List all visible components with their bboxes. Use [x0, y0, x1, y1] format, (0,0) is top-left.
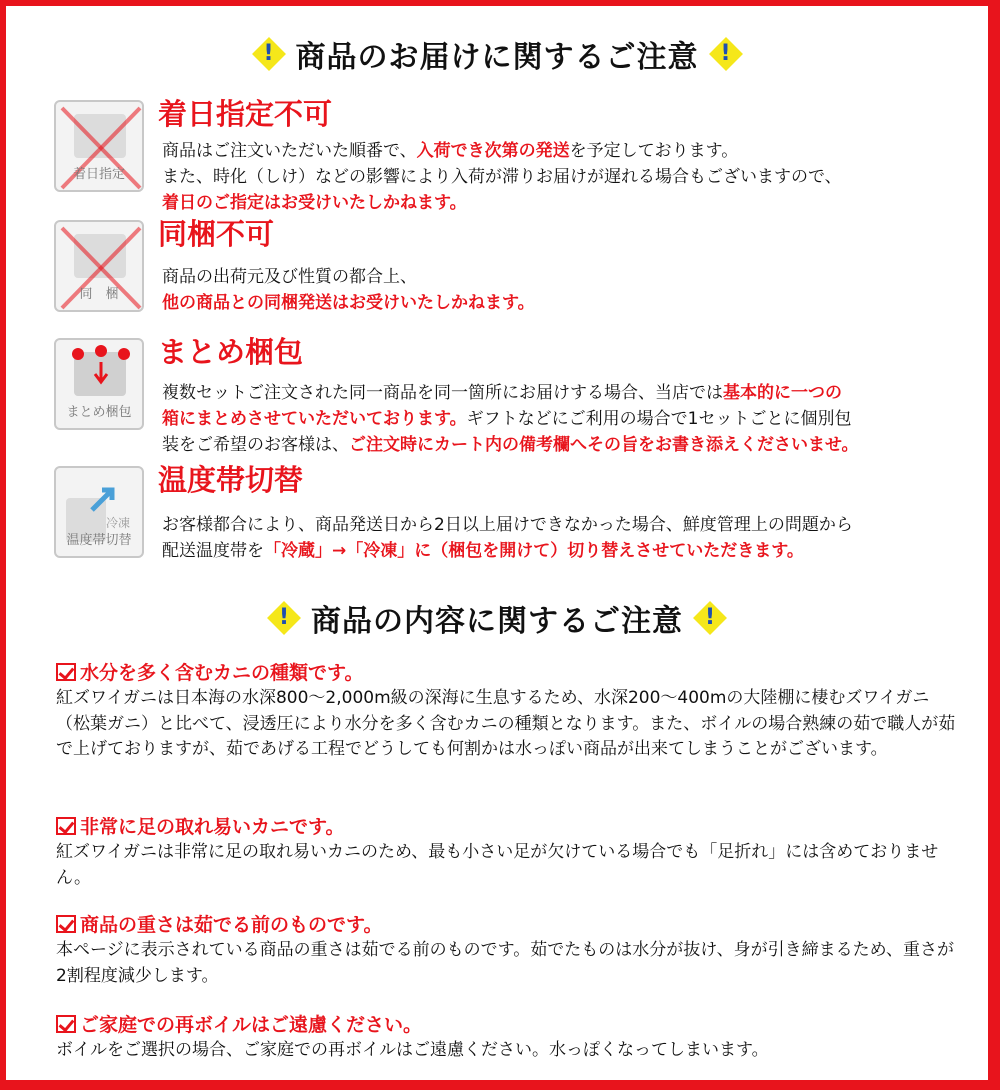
- delivery-notice-header: [6, 32, 988, 76]
- delivery-notice-title: 商品のお届けに関するご注意: [295, 40, 699, 75]
- notice-line: [162, 164, 842, 190]
- notice-body: [162, 138, 842, 216]
- no-date-icon: [54, 100, 144, 192]
- notice-body: [162, 380, 859, 458]
- emphasis-text: 着日のご指定はお受けいたしかねます。: [162, 193, 467, 213]
- check-icon: [56, 817, 76, 835]
- body-text: 商品はご注文いただいた順番で、: [162, 141, 417, 161]
- emphasis-text: 他の商品との同梱発送はお受けいたしかねます。: [162, 293, 535, 313]
- icon-caption: まとめ梱包: [66, 405, 132, 420]
- notice-frame: [6, 6, 988, 1080]
- icon-caption: 同 梱: [79, 287, 119, 302]
- body-text: 配送温度帯を: [162, 541, 264, 561]
- content-notice-header: [6, 596, 988, 640]
- emphasis-text: 入荷でき次第の発送: [416, 141, 570, 161]
- notice-title: 着日指定不可: [158, 97, 333, 131]
- body-text: 複数セットご注文された同一商品を同一箇所にお届けする場合、当店では: [162, 383, 723, 403]
- notice-line: [162, 406, 859, 432]
- check-icon: [56, 663, 76, 681]
- notice-title: 温度帯切替: [158, 463, 304, 497]
- icon-caption: 着日指定: [72, 167, 125, 182]
- notice-line: [162, 512, 853, 538]
- section-heading: ご家庭での再ボイルはご遠慮ください。: [80, 1014, 423, 1036]
- notice-line: [162, 432, 859, 458]
- emphasis-text: 「冷蔵」→「冷凍」に（梱包を開けて）切り替えさせていただきます。: [264, 541, 804, 561]
- warning-icon: !: [267, 601, 301, 635]
- notice-line: [162, 538, 853, 564]
- section-heading: 商品の重さは茹でる前のものです。: [80, 914, 383, 936]
- bundle-pack-icon: [54, 338, 144, 430]
- check-icon: [56, 915, 76, 933]
- check-icon: [56, 1015, 76, 1033]
- icon-caption: 温度帯切替: [66, 533, 132, 548]
- emphasis-text: ご注文時にカート内の備考欄へその旨をお書き添えくださいませ。: [349, 435, 859, 455]
- section-heading: 非常に足の取れ易いカニです。: [80, 816, 345, 838]
- section-text: 紅ズワイガニは日本海の水深800～2,000m級の深海に生息するため、水深200～400mの大陸棚に棲むズワイガニ（松葉ガニ）と比べて、浸透圧により水分を多く含むカニの種類となります。また、ボイルの場合熟練の茹で職人が茹で上げておりますが、茹であげる工程でどうしても何割かは水っぽい商品が出来てしまうことがございます。: [56, 688, 956, 759]
- notice-title: まとめ梱包: [158, 335, 304, 369]
- section-text: 紅ズワイガニは非常に足の取れ易いカニのため、最も小さい足が欠けている場合でも「足折れ」には含めておりません。: [56, 842, 939, 888]
- notice-line: [162, 290, 535, 316]
- warning-icon: !: [252, 37, 286, 71]
- temperature-switch-icon: [54, 466, 144, 558]
- body-text: を予定しております。: [569, 141, 739, 161]
- section-text: ボイルをご選択の場合、ご家庭での再ボイルはご遠慮ください。水っぽくなってしまいます。: [56, 1040, 769, 1060]
- body-text: 装をご希望のお客様は、: [162, 435, 349, 455]
- notice-line: [162, 264, 535, 290]
- content-notice-title: 商品の内容に関するご注意: [311, 604, 683, 639]
- notice-title: 同梱不可: [158, 217, 275, 251]
- warning-icon: !: [709, 37, 743, 71]
- notice-line: [162, 138, 842, 164]
- notice-body: [162, 512, 853, 564]
- icon-subcaption: 冷凍: [106, 516, 131, 530]
- body-text: お客様都合により、商品発送日から2日以上届けできなかった場合、鮮度管理上の問題から: [162, 515, 853, 535]
- section-text: 本ページに表示されている商品の重さは茹でる前のものです。茹でたものは水分が抜け、身が引き締まるため、重さが2割程度減少します。: [56, 940, 954, 986]
- body-text: また、時化（しけ）などの影響により入荷が滞りお届けが遅れる場合もございますので、: [162, 167, 842, 187]
- body-text: 商品の出荷元及び性質の都合上、: [162, 267, 417, 287]
- no-bundle-icon: [54, 220, 144, 312]
- warning-icon: !: [693, 601, 727, 635]
- emphasis-text: 箱にまとめさせていただいております。: [162, 409, 467, 429]
- section-heading: 水分を多く含むカニの種類です。: [80, 662, 364, 684]
- notice-line: [162, 380, 859, 406]
- body-text: ギフトなどにご利用の場合で1セットごとに個別包: [466, 409, 852, 429]
- notice-body: [162, 264, 535, 316]
- emphasis-text: 基本的に一つの: [723, 383, 842, 403]
